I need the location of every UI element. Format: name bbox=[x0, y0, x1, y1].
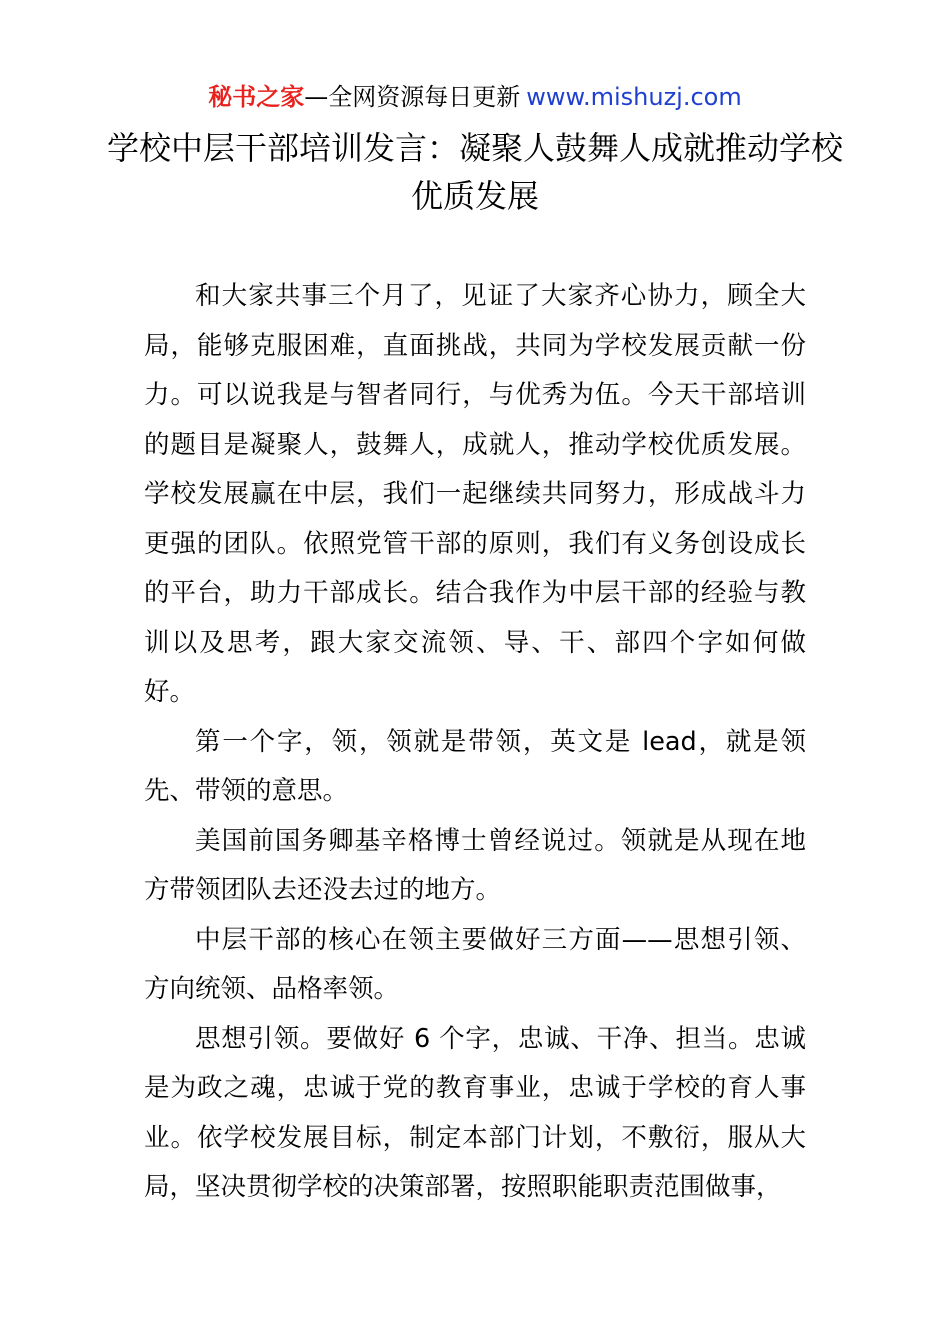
brand-name: 秘书之家 bbox=[208, 83, 305, 111]
header-tagline: —全网资源每日更新 bbox=[304, 83, 521, 111]
paragraph: 和大家共事三个月了，见证了大家齐心协力，顾全大局，能够克服困难，直面挑战，共同为学校发展贡献一份力。可以说我是与智者同行，与优秀为伍。今天干部培训的题目是凝聚人，鼓舞人，成就人，推动学校优质发展。学校发展赢在中层，我们一起继续共同努力，形成战斗力更强的团队。依照党管干部的原则，我们有义务创设成长的平台，助力干部成长。结合我作为中层干部的经验与教训以及思考，跟大家交流领、导、干、部四个字如何做好。 bbox=[144, 281, 806, 707]
document-body bbox=[144, 272, 806, 1213]
paragraph: 思想引领。要做好 6 个字，忠诚、干净、担当。忠诚是为政之魂，忠诚于党的教育事业，忠诚于学校的育人事业。依学校发展目标，制定本部门计划，不敷衍，服从大局，坚决贯彻学校的决策部署，按照职能职责范围做事， bbox=[144, 1023, 806, 1202]
document-title: 学校中层干部培训发言：凝聚人鼓舞人成就推动学校优质发展 bbox=[106, 129, 843, 215]
paragraph: 中层干部的核心在领主要做好三方面——思想引领、方向统领、品格率领。 bbox=[144, 924, 806, 1004]
paragraph: 美国前国务卿基辛格博士曾经说过。领就是从现在地方带领团队去还没去过的地方。 bbox=[144, 825, 806, 905]
site-url[interactable]: www.mishuzj.com bbox=[526, 83, 742, 111]
site-header bbox=[0, 80, 950, 114]
paragraph: 第一个字，领，领就是带领，英文是 lead，就是领先、带领的意思。 bbox=[144, 726, 806, 806]
